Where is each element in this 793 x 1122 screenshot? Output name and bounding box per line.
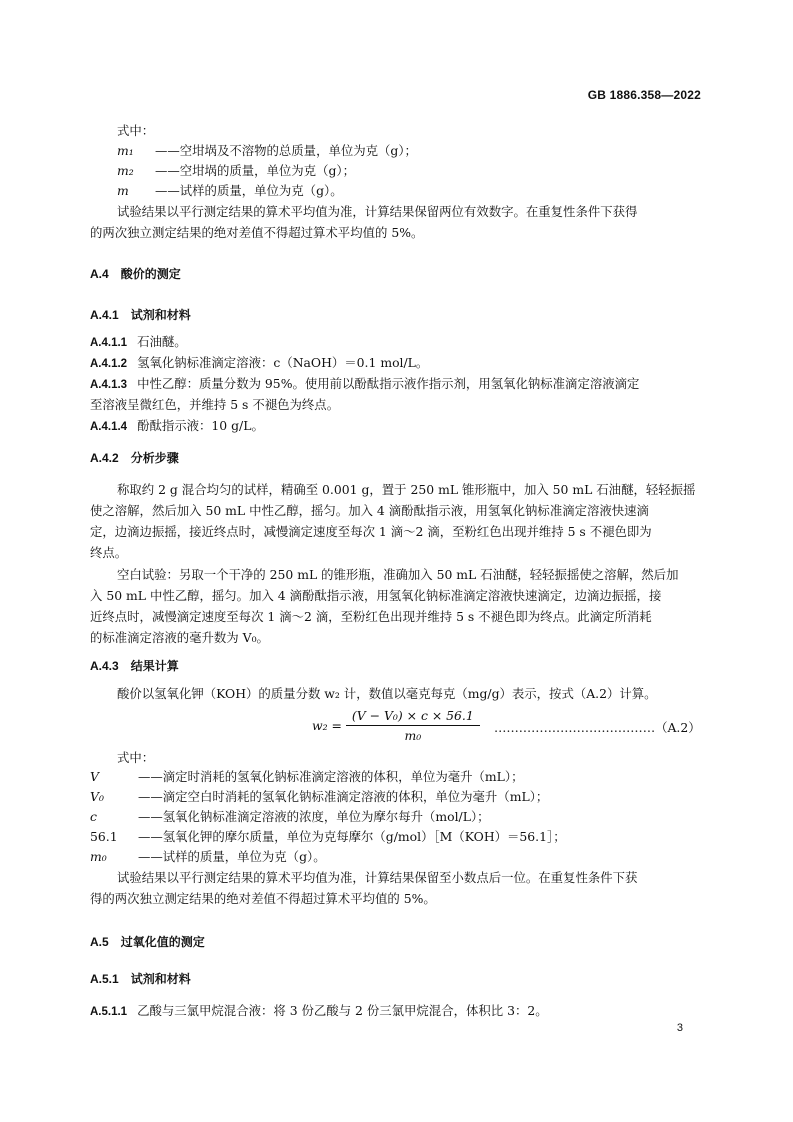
item-text: 石油醚。 — [137, 334, 187, 349]
standard-code: GB 1886.358—2022 — [587, 88, 701, 102]
paragraph-line: 空白试验：另取一个干净的 250 mL 的锥形瓶，准确加入 50 mL 石油醚，轻轻振摇使之溶解，然后加 — [117, 567, 679, 582]
item-number: A.5.1.1 — [90, 1006, 128, 1018]
item-text: 酚酞指示液：10 g/L。 — [137, 418, 264, 433]
variable-row — [90, 848, 326, 866]
section-number: A.5 — [90, 935, 109, 949]
list-item — [90, 1002, 548, 1021]
page-number: 3 — [676, 1022, 683, 1034]
section-title: 过氧化值的测定 — [120, 935, 205, 949]
variable-symbol: V — [90, 769, 99, 784]
list-item — [90, 333, 187, 352]
item-text: 中性乙醇：质量分数为 95%。使用前以酚酞指示液作指示剂，用氢氧化钠标准滴定溶液滴定 — [137, 376, 640, 391]
subsection-number: A.4.3 — [90, 659, 119, 673]
variable-row — [117, 182, 343, 200]
list-item — [90, 354, 428, 373]
formula-denominator: m₀ — [404, 728, 422, 743]
variable-description: ——滴定空白时消耗的氢氧化钠标准滴定溶液的体积，单位为毫升（mL）； — [138, 789, 549, 804]
variable-symbol: m₂ — [117, 163, 134, 178]
subsection-heading — [90, 449, 179, 467]
item-number: A.4.1.4 — [90, 421, 128, 433]
variable-row — [90, 788, 548, 806]
variable-description: ——空坩埚及不溶物的总质量，单位为克（g）； — [155, 143, 417, 158]
variable-row — [90, 808, 490, 826]
paragraph-line: 酸价以氢氧化钾（KOH）的质量分数 w₂ 计，数值以毫克每克（mg/g）表示，按式（A.2）计算。 — [117, 686, 657, 701]
section-heading — [90, 933, 205, 951]
paragraph-line: 近终点时，减慢滴定速度至每次 1 滴～2 滴，至粉红色出现并维持 5 s 不褪色即为终点。此滴定所消耗 — [90, 609, 652, 624]
subsection-number: A.4.2 — [90, 451, 119, 465]
variable-symbol: 56.1 — [90, 829, 118, 844]
subsection-title: 试剂和材料 — [130, 972, 191, 986]
variable-description: ——氢氧化钠标准滴定溶液的浓度，单位为摩尔每升（mol/L）； — [138, 809, 490, 824]
subsection-heading — [90, 657, 179, 675]
formula-lhs: w₂ = — [312, 718, 342, 733]
formula-numerator: (V − V₀) × c × 56.1 — [346, 708, 480, 726]
subsection-number: A.4.1 — [90, 308, 119, 322]
paragraph-line: 使之溶解，然后加入 50 mL 中性乙醇，摇匀。加入 4 滴酚酞指示液，用氢氧化钠标准滴定溶液快速滴 — [90, 503, 649, 518]
formula-a2 — [312, 708, 480, 743]
section-number: A.4 — [90, 267, 109, 281]
formula-reference: …………………………………（A.2） — [494, 720, 701, 735]
paragraph-line: 的标准滴定溶液的毫升数为 V₀。 — [90, 630, 269, 645]
variable-symbol: m — [117, 183, 129, 198]
variable-description: ——试样的质量，单位为克（g）。 — [138, 849, 326, 864]
list-item — [90, 417, 264, 436]
item-number: A.4.1.1 — [90, 337, 128, 349]
variable-description: ——氢氧化钾的摩尔质量，单位为克每摩尔（g/mol）［M（KOH）＝56.1］； — [138, 829, 566, 844]
subsection-heading — [90, 970, 191, 988]
paragraph-line: 入 50 mL 中性乙醇，摇匀。加入 4 滴酚酞指示液，用氢氧化钠标准滴定溶液快速滴定，边滴边振摇，接 — [90, 588, 662, 603]
paragraph-line: 称取约 2 g 混合均匀的试样，精确至 0.001 g，置于 250 mL 锥形瓶中，加入 50 mL 石油醚，轻轻振摇 — [117, 482, 696, 497]
subsection-title: 结果计算 — [130, 659, 179, 673]
list-item — [90, 375, 639, 394]
paragraph-line: 定，边滴边振摇，接近终点时，减慢滴定速度至每次 1 滴～2 滴，至粉红色出现并维持 5 s 不褪色即为 — [90, 524, 652, 539]
variable-row — [117, 162, 355, 180]
variable-symbol: m₁ — [117, 143, 134, 158]
subsection-title: 分析步骤 — [130, 451, 179, 465]
paragraph-line: 终点。 — [90, 545, 128, 560]
paragraph-line: 试验结果以平行测定结果的算术平均值为准，计算结果保留至小数点后一位。在重复性条件下获 — [117, 870, 638, 885]
subsection-number: A.5.1 — [90, 972, 119, 986]
variable-symbol: V₀ — [90, 789, 104, 804]
paragraph-line: 得的两次独立测定结果的绝对差值不得超过算术平均值的 5%。 — [90, 891, 436, 906]
section-heading — [90, 265, 181, 283]
section-title: 酸价的测定 — [120, 267, 181, 281]
list-item-continuation: 至溶液呈微红色，并维持 5 s 不褪色为终点。 — [90, 397, 340, 412]
variable-row — [90, 768, 524, 786]
item-text: 氢氧化钠标准滴定溶液：c（NaOH）＝0.1 mol/L。 — [137, 355, 429, 370]
variable-symbol: c — [90, 809, 97, 824]
paragraph-line: 试验结果以平行测定结果的算术平均值为准，计算结果保留两位有效数字。在重复性条件下获得 — [117, 204, 638, 219]
item-text: 乙酸与三氯甲烷混合液：将 3 份乙酸与 2 份三氯甲烷混合，体积比 3：2。 — [137, 1003, 548, 1018]
subsection-heading — [90, 306, 191, 324]
subsection-title: 试剂和材料 — [130, 308, 191, 322]
item-number: A.4.1.2 — [90, 358, 128, 370]
variable-row — [90, 828, 566, 846]
where-label: 式中： — [117, 123, 155, 138]
variable-description: ——空坩埚的质量，单位为克（g）； — [155, 163, 355, 178]
item-number: A.4.1.3 — [90, 379, 128, 391]
where-label: 式中： — [117, 750, 155, 765]
variable-row — [117, 142, 417, 160]
variable-description: ——滴定时消耗的氢氧化钠标准滴定溶液的体积，单位为毫升（mL）； — [138, 769, 524, 784]
variable-symbol: m₀ — [90, 849, 107, 864]
variable-description: ——试样的质量，单位为克（g）。 — [155, 183, 343, 198]
paragraph-line: 的两次独立测定结果的绝对差值不得超过算术平均值的 5%。 — [90, 225, 424, 240]
formula-fraction — [346, 708, 480, 743]
